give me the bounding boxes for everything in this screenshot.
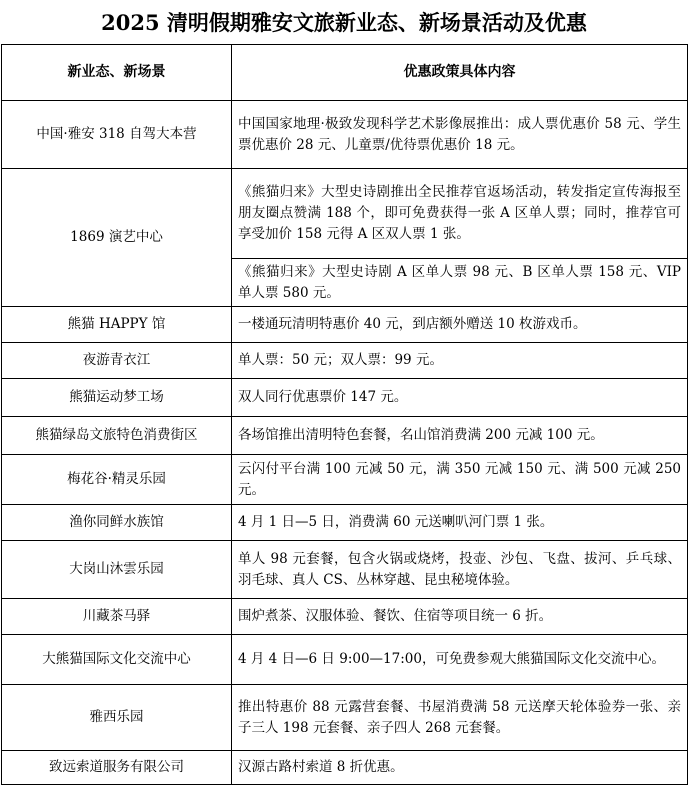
- table-row: [2, 101, 688, 169]
- offer-detail: 中国国家地理·极致发现科学艺术影像展推出：成人票优惠价 58 元、学生票优惠价 28 元、儿童票/优待票优惠价 18 元。: [232, 101, 688, 169]
- table-row: [2, 307, 688, 343]
- table-row: [2, 343, 688, 379]
- table-row: [2, 379, 688, 417]
- offer-detail: 各场馆推出清明特色套餐，名山馆消费满 200 元减 100 元。: [232, 417, 688, 455]
- table-row: [2, 505, 688, 541]
- offer-detail: 云闪付平台满 100 元减 50 元，满 350 元减 150 元、满 500 元减 250 元。: [232, 455, 688, 505]
- venue-name: 熊猫运动梦工场: [2, 379, 232, 417]
- table-row: [2, 455, 688, 505]
- venue-name: 熊猫 HAPPY 馆: [2, 307, 232, 343]
- venue-name: 熊猫绿岛文旅特色消费街区: [2, 417, 232, 455]
- offer-detail: 推出特惠价 88 元露营套餐、书屋消费满 58 元送摩天轮体验券一张、亲子三人 198 元套餐、亲子四人 268 元套餐。: [232, 685, 688, 751]
- table-row: [2, 751, 688, 785]
- venue-name: 梅花谷·精灵乐园: [2, 455, 232, 505]
- table-header-row: [2, 45, 688, 101]
- venue-name: 致远索道服务有限公司: [2, 751, 232, 785]
- header-offer-details: 优惠政策具体内容: [232, 45, 688, 101]
- offer-detail: 4 月 1 日—5 日，消费满 60 元送喇叭河门票 1 张。: [232, 505, 688, 541]
- table-row: [2, 541, 688, 599]
- venue-name: 渔你同鲜水族馆: [2, 505, 232, 541]
- offer-detail: 单人 98 元套餐，包含火锅或烧烤，投壶、沙包、飞盘、拔河、乒乓球、羽毛球、真人 CS、丛林穿越、昆虫秘境体验。: [232, 541, 688, 599]
- offer-detail: 《熊猫归来》大型史诗剧 A 区单人票 98 元、B 区单人票 158 元、VIP 单人票 580 元。: [232, 259, 688, 307]
- venue-name: 大熊猫国际文化交流中心: [2, 635, 232, 685]
- venue-name: 中国·雅安 318 自驾大本营: [2, 101, 232, 169]
- venue-name: 1869 演艺中心: [2, 169, 232, 307]
- table-row: [2, 599, 688, 635]
- header-venue: 新业态、新场景: [2, 45, 232, 101]
- offer-detail: 4 月 4 日—6 日 9:00—17:00，可免费参观大熊猫国际文化交流中心。: [232, 635, 688, 685]
- offer-detail: 双人同行优惠票价 147 元。: [232, 379, 688, 417]
- table-row: [2, 169, 688, 259]
- venue-name: 夜游青衣江: [2, 343, 232, 379]
- venue-name: 大岗山沐雲乐园: [2, 541, 232, 599]
- table-row: [2, 635, 688, 685]
- offer-detail: 汉源古路村索道 8 折优惠。: [232, 751, 688, 785]
- table-row: [2, 685, 688, 751]
- offer-detail: 单人票：50 元；双人票：99 元。: [232, 343, 688, 379]
- offer-detail: 一楼通玩清明特惠价 40 元，到店额外赠送 10 枚游戏币。: [232, 307, 688, 343]
- table-row: [2, 417, 688, 455]
- venue-name: 川藏茶马驿: [2, 599, 232, 635]
- offer-detail: 围炉煮茶、汉服体验、餐饮、住宿等项目统一 6 折。: [232, 599, 688, 635]
- venue-name: 雅西乐园: [2, 685, 232, 751]
- offers-table: [1, 44, 688, 785]
- offer-detail: 《熊猫归来》大型史诗剧推出全民推荐官返场活动，转发指定宣传海报至朋友圈点赞满 188 个，即可免费获得一张 A 区单人票；同时，推荐官可享受加价 158 元得 A 区双人票 1 张。: [232, 169, 688, 259]
- document-title: 2025 清明假期雅安文旅新业态、新场景活动及优惠: [101, 10, 587, 35]
